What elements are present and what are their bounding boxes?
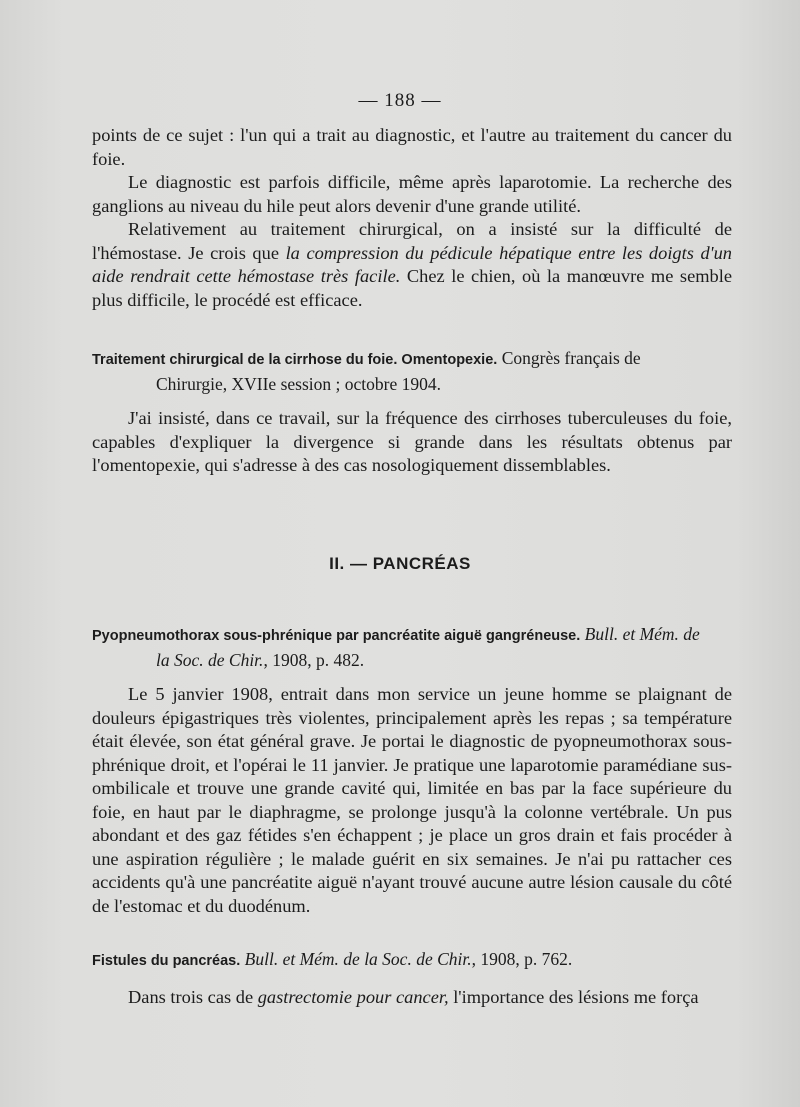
reference-cirrhose: Traitement chirurgical de la cirrhose du foie. Omentopexie. Congrès français de Chirurgie, XVIIe session ; octobre 1904. — [92, 348, 641, 394]
paragraph-diagnostic: Le diagnostic est parfois difficile, même après laparotomie. La recherche des ganglions au niveau du hile peut alors devenir d'une grande utilité. — [92, 172, 732, 216]
text-block-omentopexie — [92, 407, 732, 478]
reference-title: Pyopneumothorax sous-phrénique par pancréatite aiguë gangréneuse. — [92, 628, 581, 644]
paragraph-cancer-foie: points de ce sujet : l'un qui a trait au diagnostic, et l'autre au traitement du cancer du foie. — [92, 125, 732, 169]
italic-phrase: la compression du pédicule hépatique entre les doigts d'un aide rendrait cette hémostase très facile. — [92, 242, 732, 286]
reference-title: Traitement chirurgical de la cirrhose du foie. Omentopexie. — [92, 352, 498, 368]
text-block-observation — [92, 683, 732, 918]
text-block-gastrectomie — [92, 986, 732, 1010]
page-number: — 188 — — [358, 90, 442, 111]
text-block-foie — [92, 124, 732, 312]
reference-fistules: Fistules du pancréas. Bull. et Mém. de la Soc. de Chir., 1908, p. 762. — [92, 949, 573, 969]
reference-title: Fistules du pancréas. — [92, 953, 241, 969]
paragraph-traitement: Relativement au traitement chirurgical, on a insisté sur la difficulté de l'hémostase. Je crois que la compression du pédicule hépatique entre les doigts d'un aide rendrait cette hémostase très facile. Chez le chien, où la manœuvre me semble plus difficile, le procédé est efficace. — [92, 219, 733, 310]
paragraph-gastrectomie: Dans trois cas de gastrectomie pour cancer, l'importance des lésions me força — [128, 987, 699, 1007]
paragraph-omentopexie: J'ai insisté, dans ce travail, sur la fréquence des cirrhoses tuberculeuses du foie, capables d'expliquer la divergence si grande dans les résultats obtenus par l'omentopexie, qui s'adresse à des cas nosologiquement dissemblables. — [92, 408, 732, 475]
section-heading: II. — PANCRÉAS — [329, 554, 471, 573]
reference-pyopneumothorax: Pyopneumothorax sous-phrénique par pancréatite aiguë gangréneuse. Bull. et Mém. de la Soc. de Chir., 1908, p. 482. — [92, 624, 700, 670]
paragraph-observation: Le 5 janvier 1908, entrait dans mon service un jeune homme se plaignant de douleurs épigastriques très violentes, principalement après les repas ; sa température était élevée, son état général grave. Je portai le diagnostic de pyopneumothorax sous-phrénique droit, et l'opérai le 11 janvier. Je pratique une laparotomie paramédiane sus-ombilicale et trouve une grande cavité qui, limitée en bas par la face supérieure du foie, en haut par le diaphragme, se prolonge jusqu'à la colonne vertébrale. Un pus abondant et des gaz fétides s'en échappent ; je place un gros drain et fais procéder à une aspiration régulière ; le malade guérit en six semaines. Je n'ai pu rattacher ces accidents qu'à une pancréatite aiguë n'ayant trouvé aucune autre lésion causale du côté de l'estomac et du duodénum. — [92, 684, 732, 916]
